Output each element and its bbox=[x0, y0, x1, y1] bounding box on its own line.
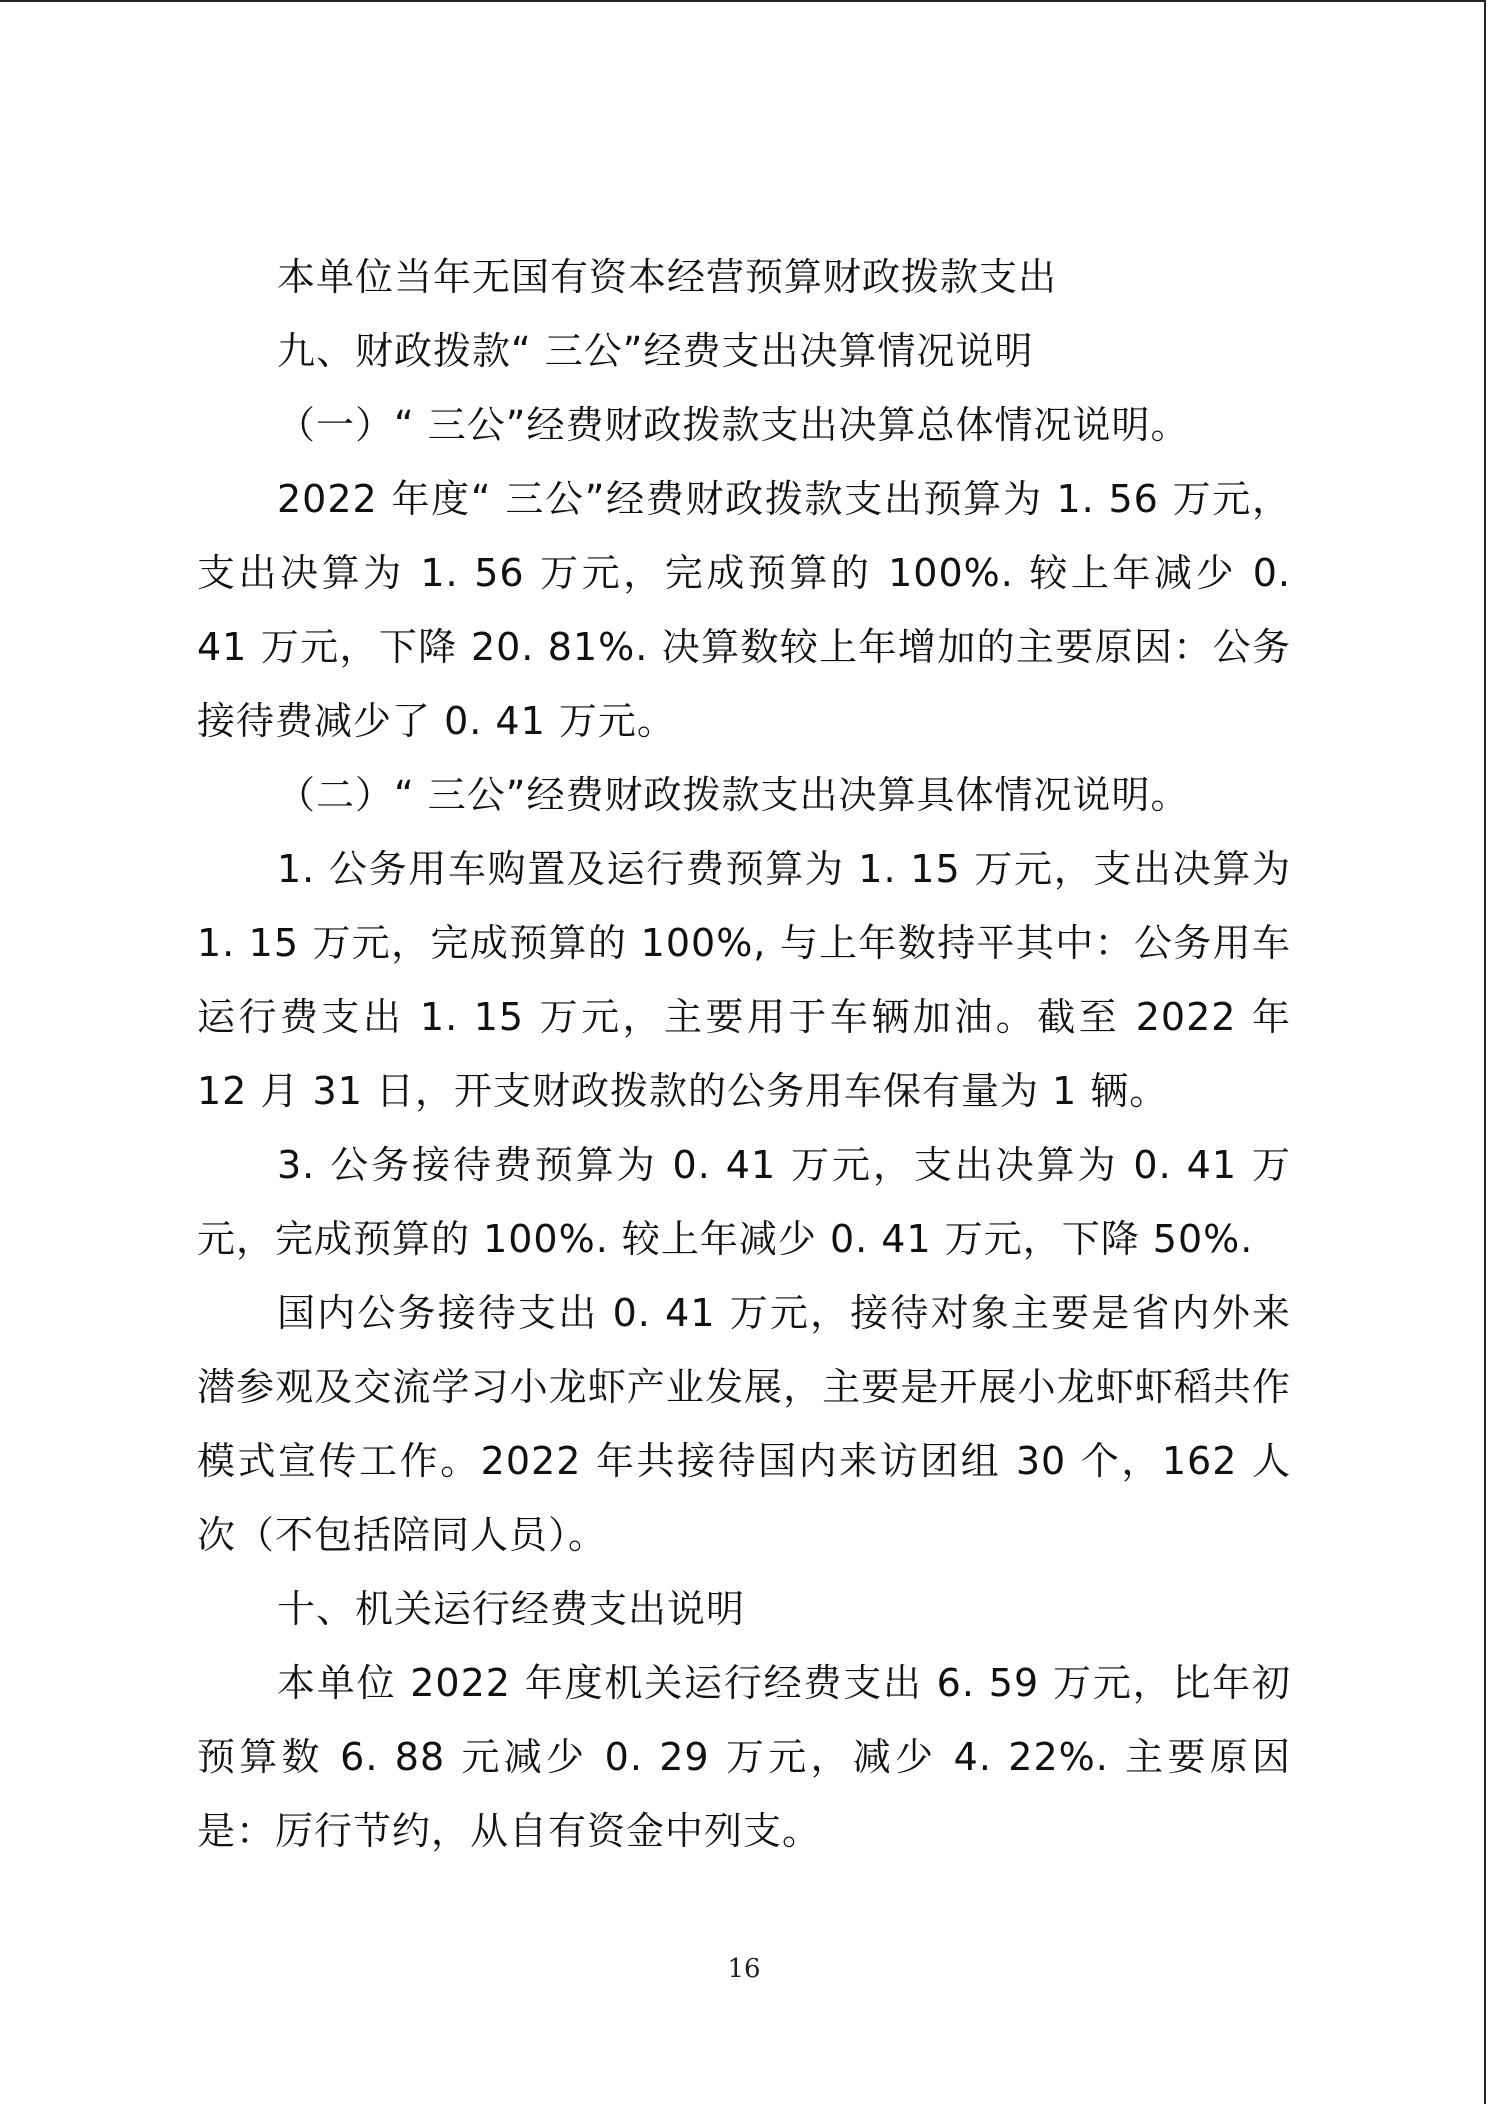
heading-section-9: 九、财政拨款“ 三公”经费支出决算情况说明 bbox=[277, 329, 1034, 373]
paragraph-domestic-reception: 国内公务接待支出 0. 41 万元，接待对象主要是省内外来潜参观及交流学习小龙虾产业发展，主要是开展小龙虾虾稻共作模式宣传工作。2022 年共接待国内来访团组 30 个，162 人次（不包括陪同人员）。 bbox=[197, 1291, 1291, 1557]
heading-subsection-2: （二）“ 三公”经费财政拨款支出决算具体情况说明。 bbox=[277, 773, 1190, 817]
paragraph-reception-budget: 3. 公务接待费预算为 0. 41 万元，支出决算为 0. 41 万元，完成预算的 100%. 较上年减少 0. 41 万元，下降 50%. bbox=[197, 1143, 1291, 1261]
document-body bbox=[197, 240, 1291, 1868]
heading-subsection-1: （一）“ 三公”经费财政拨款支出决算总体情况说明。 bbox=[277, 403, 1190, 447]
heading-section-10: 十、机关运行经费支出说明 bbox=[277, 1587, 746, 1631]
page-number: 16 bbox=[727, 1954, 761, 1984]
paragraph-three-public-overall: 2022 年度“ 三公”经费财政拨款支出预算为 1. 56 万元，支出决算为 1. 56 万元，完成预算的 100%. 较上年减少 0. 41 万元，下降 20. 81%. 决算数较上年增加的主要原因：公务接待费减少了 0. 41 万元。 bbox=[197, 477, 1291, 743]
paragraph-no-state-capital-budget: 本单位当年无国有资本经营预算财政拨款支出 bbox=[277, 255, 1058, 299]
paragraph-operating-expenses: 本单位 2022 年度机关运行经费支出 6. 59 万元，比年初预算数 6. 88 元减少 0. 29 万元，减少 4. 22%. 主要原因是：厉行节约，从自有资金中列支。 bbox=[197, 1661, 1291, 1853]
paragraph-official-vehicle: 1. 公务用车购置及运行费预算为 1. 15 万元，支出决算为 1. 15 万元，完成预算的 100%, 与上年数持平其中：公务用车运行费支出 1. 15 万元，主要用于车辆加油。截至 2022 年 12 月 31 日，开支财政拨款的公务用车保有量为 1 辆。 bbox=[197, 847, 1291, 1113]
